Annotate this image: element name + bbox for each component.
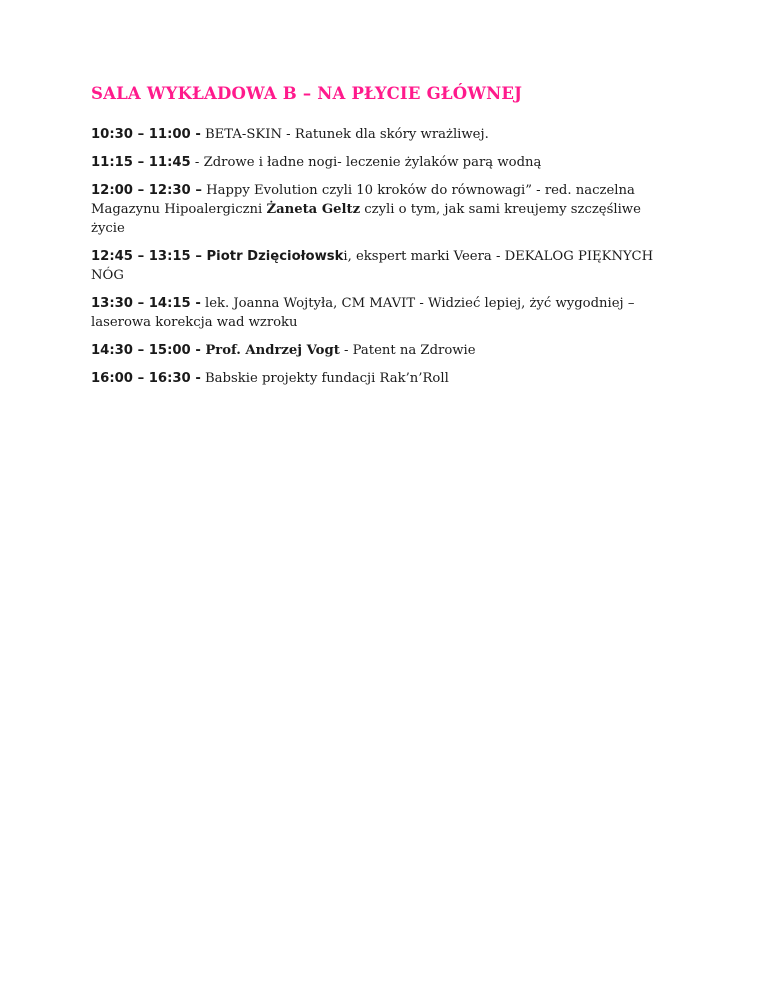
entry-text: lek. Joanna Wojtyła, CM MAVIT - Widzieć lepiej, żyć wygodniej – <box>200 296 635 311</box>
entry-line <box>91 181 691 200</box>
entry-line <box>91 294 691 313</box>
schedule-entry <box>91 341 691 360</box>
entry-line: życie <box>91 221 125 236</box>
schedule-entry <box>91 181 691 238</box>
entry-line <box>91 247 691 266</box>
entry-text: i, ekspert marki Veera - DEKALOG PIĘKNYCH <box>343 249 654 264</box>
entry-text: Happy Evolution czyli 10 kroków do równowagi” - red. naczelna <box>201 183 635 198</box>
entry-text: Babskie projekty fundacji Rak’n’Roll <box>200 371 449 386</box>
entry-line: laserowa korekcja wad wzroku <box>91 315 298 330</box>
entry-time: 11:15 – 11:45 <box>91 155 191 170</box>
entry-time: 16:00 – 16:30 - <box>91 371 201 386</box>
schedule-document <box>91 84 691 397</box>
entry-time: 12:00 – 12:30 – <box>91 183 202 198</box>
schedule-entry <box>91 369 691 388</box>
schedule-entry <box>91 247 691 285</box>
speaker-name: Żaneta Geltz <box>266 202 361 217</box>
entry-time: 10:30 – 11:00 - <box>91 127 201 142</box>
entry-line <box>91 200 691 219</box>
entry-text: - Patent na Zdrowie <box>339 343 476 358</box>
entry-text: BETA-SKIN - Ratunek dla skóry wrażliwej. <box>200 127 489 142</box>
entry-line: NÓG <box>91 268 124 283</box>
schedule-entry <box>91 153 691 172</box>
speaker-name: Prof. Andrzej Vogt <box>200 343 340 358</box>
entry-time: 13:30 – 14:15 - <box>91 296 201 311</box>
schedule-entry <box>91 294 691 332</box>
speaker-name: Piotr Dzięciołowsk <box>201 249 344 264</box>
entry-text: czyli o tym, jak sami kreujemy szczęśliwe <box>360 202 641 217</box>
page-title: SALA WYKŁADOWA B – NA PŁYCIE GŁÓWNEJ <box>91 84 523 103</box>
entry-time: 14:30 – 15:00 - <box>91 343 201 358</box>
entry-text: Magazynu Hipoalergiczni <box>91 202 267 217</box>
entry-text: - Zdrowe i ładne nogi- leczenie żylaków parą wodną <box>190 155 542 170</box>
schedule-entry <box>91 125 691 144</box>
entry-time: 12:45 – 13:15 – <box>91 249 202 264</box>
